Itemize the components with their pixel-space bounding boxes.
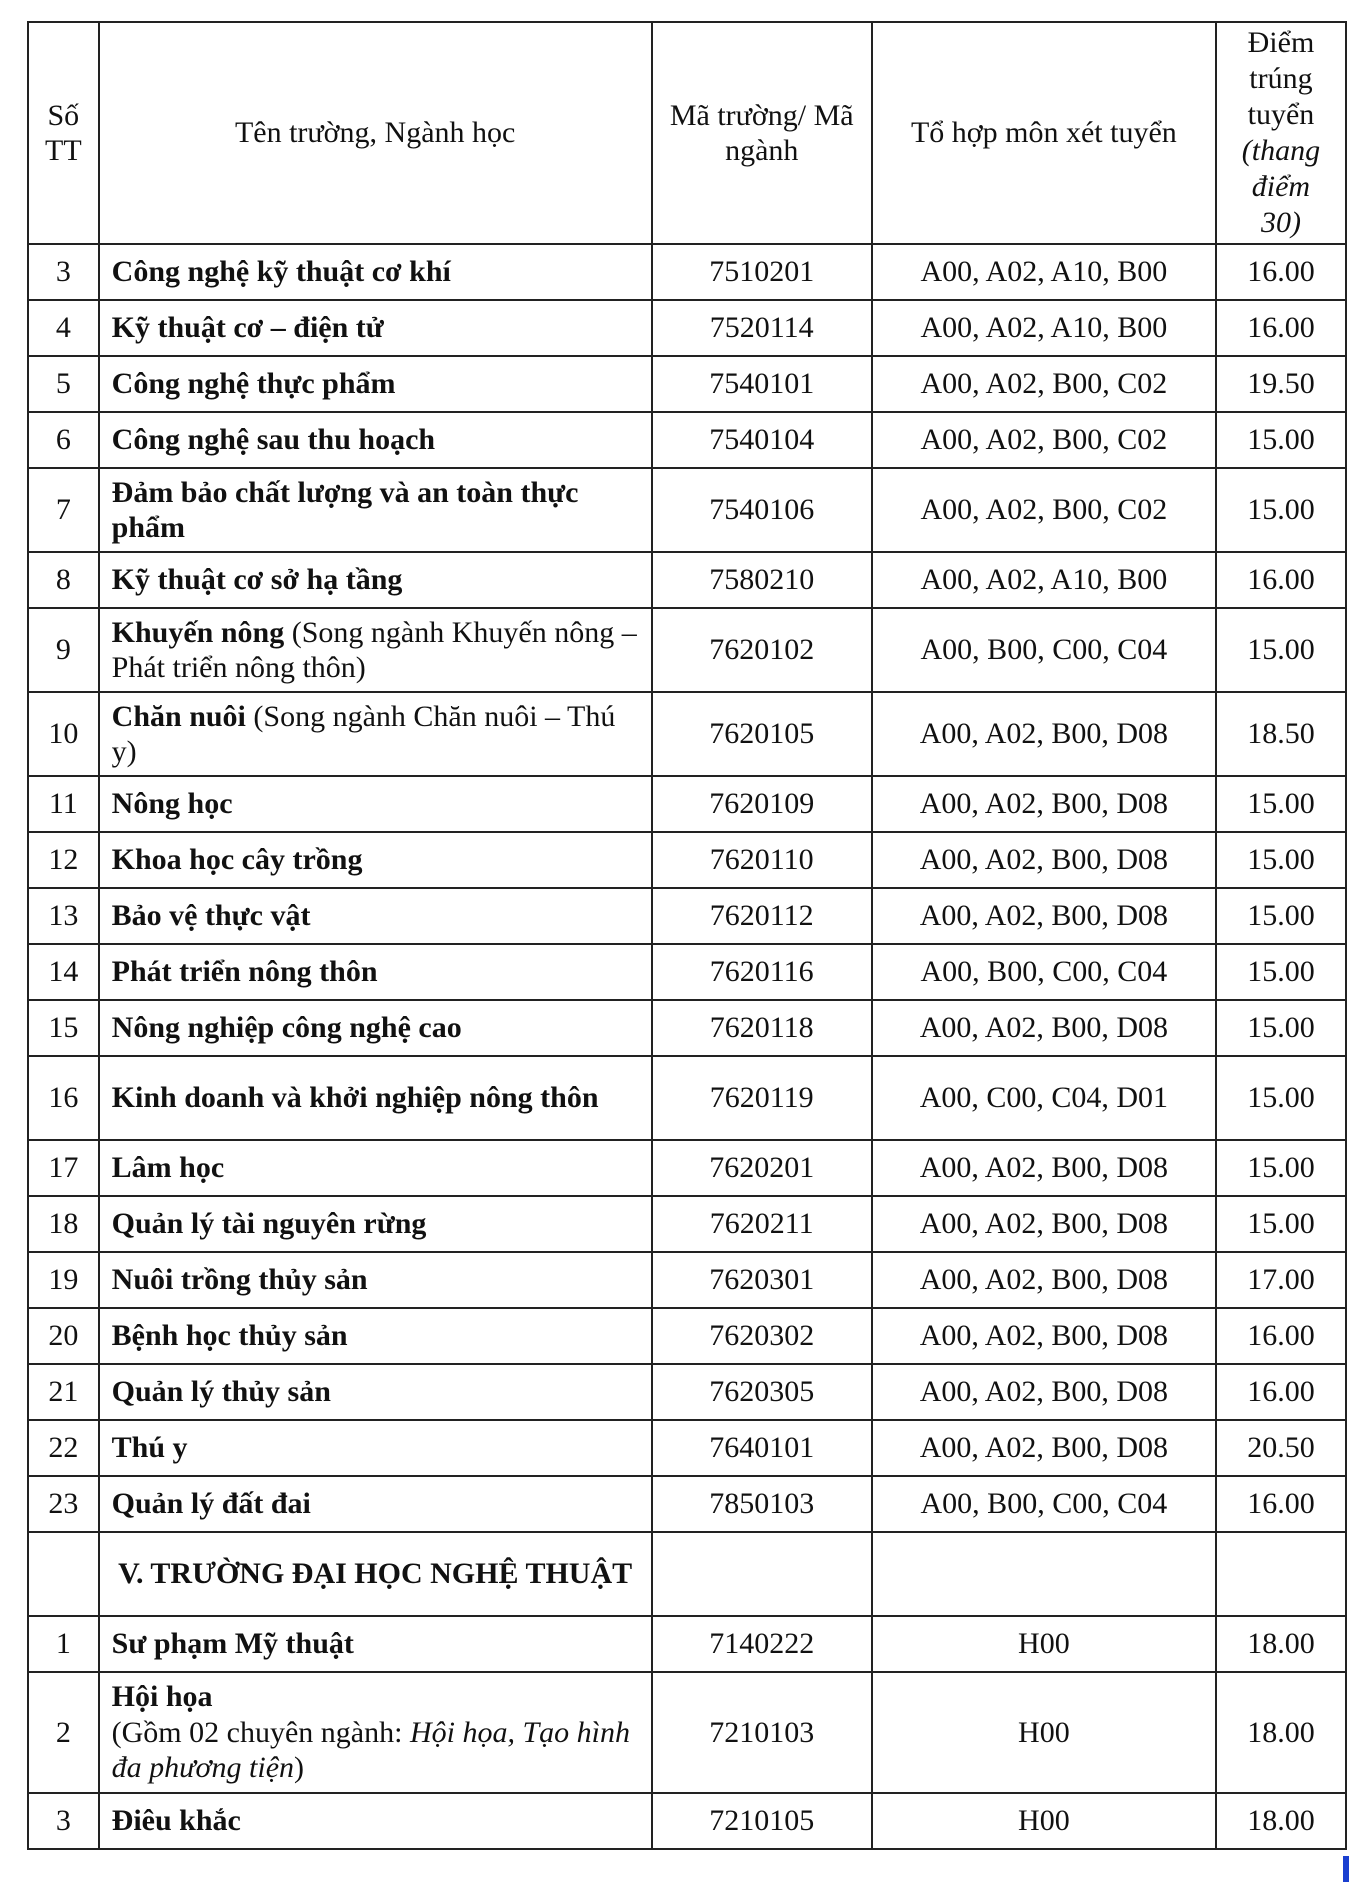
row-name xyxy=(99,1056,652,1140)
admission-score-table-page xyxy=(27,21,1347,1850)
row-name-bold: Đảm bảo chất lượng và an toàn thực phẩm xyxy=(111,475,579,544)
table-row xyxy=(28,944,1346,1000)
row-name-bold: Bảo vệ thực vật xyxy=(111,899,311,933)
row-stt: 2 xyxy=(28,1672,99,1793)
row-name-bold: Quản lý thủy sản xyxy=(111,1375,331,1409)
row-score: 15.00 xyxy=(1216,832,1346,888)
row-score: 15.00 xyxy=(1216,1196,1346,1252)
table-row xyxy=(28,776,1346,832)
table-row xyxy=(28,1308,1346,1364)
row-name-bold: Sư phạm Mỹ thuật xyxy=(111,1627,354,1661)
row-code: 7620201 xyxy=(652,1140,872,1196)
row-name xyxy=(99,1140,652,1196)
row-code: 7620119 xyxy=(652,1056,872,1140)
row-name xyxy=(99,944,652,1000)
row-score: 18.00 xyxy=(1216,1672,1346,1793)
row-name xyxy=(99,1252,652,1308)
row-combination: A00, A02, B00, D08 xyxy=(872,1364,1216,1420)
row-stt: 5 xyxy=(28,356,99,412)
row-code: 7620211 xyxy=(652,1196,872,1252)
row-score: 15.00 xyxy=(1216,1000,1346,1056)
row-stt: 10 xyxy=(28,692,99,776)
row-combination: A00, A02, B00, C02 xyxy=(872,468,1216,552)
section-code-cell xyxy=(652,1532,872,1616)
header-score xyxy=(1216,22,1346,244)
row-stt: 21 xyxy=(28,1364,99,1420)
row-combination: A00, A02, B00, D08 xyxy=(872,1140,1216,1196)
table-row xyxy=(28,1140,1346,1196)
row-score: 18.00 xyxy=(1216,1793,1346,1849)
section-score-cell xyxy=(1216,1532,1346,1616)
table-body-part2 xyxy=(28,1616,1346,1849)
row-stt: 9 xyxy=(28,608,99,692)
row-code: 7620105 xyxy=(652,692,872,776)
row-code: 7620116 xyxy=(652,944,872,1000)
row-name xyxy=(99,1420,652,1476)
row-name-bold: Kỹ thuật cơ sở hạ tầng xyxy=(111,563,403,597)
header-combination: Tổ hợp môn xét tuyển xyxy=(872,22,1216,244)
row-name-bold: Công nghệ kỹ thuật cơ khí xyxy=(111,255,451,289)
row-name xyxy=(99,1672,652,1793)
admission-score-table xyxy=(27,21,1347,1850)
table-body-part1 xyxy=(28,244,1346,1532)
row-combination: A00, A02, B00, D08 xyxy=(872,1252,1216,1308)
section-stt-cell xyxy=(28,1532,99,1616)
row-name-bold: Kinh doanh và khởi nghiệp nông thôn xyxy=(111,1081,599,1115)
row-name-bold: Khuyến nông xyxy=(111,615,285,649)
row-code: 7620109 xyxy=(652,776,872,832)
row-name-bold: Công nghệ thực phẩm xyxy=(111,367,396,401)
row-code: 7540104 xyxy=(652,412,872,468)
table-row xyxy=(28,356,1346,412)
row-stt: 15 xyxy=(28,1000,99,1056)
table-row xyxy=(28,1476,1346,1532)
section-body xyxy=(28,1532,1346,1616)
row-name-bold: Thú y xyxy=(111,1431,188,1465)
row-name xyxy=(99,300,652,356)
table-row xyxy=(28,300,1346,356)
row-name xyxy=(99,1000,652,1056)
row-code: 7620102 xyxy=(652,608,872,692)
row-combination: A00, A02, B00, C02 xyxy=(872,412,1216,468)
row-code: 7210103 xyxy=(652,1672,872,1793)
row-name-bold: Quản lý đất đai xyxy=(111,1487,311,1521)
row-stt: 7 xyxy=(28,468,99,552)
row-score: 16.00 xyxy=(1216,1308,1346,1364)
row-combination: A00, A02, B00, D08 xyxy=(872,1308,1216,1364)
row-code: 7620118 xyxy=(652,1000,872,1056)
row-stt: 3 xyxy=(28,244,99,300)
row-code: 7580210 xyxy=(652,552,872,608)
table-row xyxy=(28,1056,1346,1140)
row-combination: A00, A02, B00, D08 xyxy=(872,1196,1216,1252)
row-score: 15.00 xyxy=(1216,1056,1346,1140)
row-name xyxy=(99,412,652,468)
row-combination: A00, A02, A10, B00 xyxy=(872,244,1216,300)
table-row xyxy=(28,468,1346,552)
row-combination: H00 xyxy=(872,1793,1216,1849)
row-stt: 1 xyxy=(28,1616,99,1672)
row-score: 16.00 xyxy=(1216,552,1346,608)
row-score: 15.00 xyxy=(1216,1140,1346,1196)
row-score: 16.00 xyxy=(1216,244,1346,300)
row-code: 7850103 xyxy=(652,1476,872,1532)
row-code: 7620305 xyxy=(652,1364,872,1420)
row-name xyxy=(99,1616,652,1672)
row-combination: H00 xyxy=(872,1616,1216,1672)
row-stt: 4 xyxy=(28,300,99,356)
row-name xyxy=(99,608,652,692)
row-score: 16.00 xyxy=(1216,1476,1346,1532)
table-row xyxy=(28,608,1346,692)
row-combination: A00, B00, C00, C04 xyxy=(872,608,1216,692)
table-row xyxy=(28,832,1346,888)
row-code: 7620302 xyxy=(652,1308,872,1364)
row-name-bold: Khoa học cây trồng xyxy=(111,843,363,877)
row-combination: A00, B00, C00, C04 xyxy=(872,944,1216,1000)
row-name xyxy=(99,1196,652,1252)
row-stt: 23 xyxy=(28,1476,99,1532)
table-row xyxy=(28,1000,1346,1056)
row-combination: A00, C00, C04, D01 xyxy=(872,1056,1216,1140)
row-name xyxy=(99,1476,652,1532)
row-name xyxy=(99,832,652,888)
row-name-note: (Song ngành Chăn nuôi – Thú y) xyxy=(111,699,616,768)
row-code: 7620112 xyxy=(652,888,872,944)
row-score: 15.00 xyxy=(1216,608,1346,692)
row-code: 7510201 xyxy=(652,244,872,300)
row-code: 7140222 xyxy=(652,1616,872,1672)
row-name-bold: Chăn nuôi xyxy=(111,699,246,733)
row-stt: 8 xyxy=(28,552,99,608)
row-name xyxy=(99,468,652,552)
header-score-main: Điểm trúng tuyển xyxy=(1247,26,1315,131)
row-name xyxy=(99,888,652,944)
table-header-row xyxy=(28,22,1346,244)
row-score: 17.00 xyxy=(1216,1252,1346,1308)
row-code: 7540101 xyxy=(652,356,872,412)
row-score: 18.00 xyxy=(1216,1616,1346,1672)
row-name-bold: Bệnh học thủy sản xyxy=(111,1319,348,1353)
row-name-note: (Gồm 02 chuyên ngành: xyxy=(111,1715,410,1749)
section-combination-cell xyxy=(872,1532,1216,1616)
table-row xyxy=(28,692,1346,776)
row-stt: 3 xyxy=(28,1793,99,1849)
row-stt: 11 xyxy=(28,776,99,832)
row-code: 7640101 xyxy=(652,1420,872,1476)
row-name-bold: Nông học xyxy=(111,787,233,821)
row-score: 15.00 xyxy=(1216,944,1346,1000)
row-stt: 19 xyxy=(28,1252,99,1308)
row-name xyxy=(99,552,652,608)
row-stt: 18 xyxy=(28,1196,99,1252)
section-title: V. TRƯỜNG ĐẠI HỌC NGHỆ THUẬT xyxy=(99,1532,652,1616)
row-code: 7620110 xyxy=(652,832,872,888)
row-combination: A00, A02, B00, D08 xyxy=(872,692,1216,776)
row-score: 15.00 xyxy=(1216,888,1346,944)
row-name xyxy=(99,1308,652,1364)
row-name-bold: Kỹ thuật cơ – điện tử xyxy=(111,311,384,345)
row-score: 16.00 xyxy=(1216,1364,1346,1420)
row-name-bold: Phát triển nông thôn xyxy=(111,955,378,989)
row-stt: 13 xyxy=(28,888,99,944)
row-name-note: (Song ngành Khuyến nông – Phát triển nông thôn) xyxy=(111,615,637,684)
row-stt: 17 xyxy=(28,1140,99,1196)
row-stt: 12 xyxy=(28,832,99,888)
row-combination: A00, B00, C00, C04 xyxy=(872,1476,1216,1532)
row-combination: A00, A02, B00, D08 xyxy=(872,888,1216,944)
row-stt: 20 xyxy=(28,1308,99,1364)
row-stt: 16 xyxy=(28,1056,99,1140)
table-row xyxy=(28,1420,1346,1476)
table-row xyxy=(28,412,1346,468)
row-combination: A00, A02, A10, B00 xyxy=(872,552,1216,608)
row-code: 7620301 xyxy=(652,1252,872,1308)
table-row xyxy=(28,1364,1346,1420)
table-row xyxy=(28,1252,1346,1308)
edge-marker xyxy=(1343,1856,1349,1882)
row-score: 18.50 xyxy=(1216,692,1346,776)
row-score: 15.00 xyxy=(1216,412,1346,468)
row-combination: A00, A02, B00, D08 xyxy=(872,776,1216,832)
row-name-tail: ) xyxy=(294,1751,305,1785)
row-stt: 6 xyxy=(28,412,99,468)
row-name xyxy=(99,776,652,832)
row-score: 15.00 xyxy=(1216,468,1346,552)
row-stt: 22 xyxy=(28,1420,99,1476)
row-stt: 14 xyxy=(28,944,99,1000)
row-name-bold: Hội họa xyxy=(111,1680,213,1714)
table-row xyxy=(28,1793,1346,1849)
row-name-bold: Công nghệ sau thu hoạch xyxy=(111,423,436,457)
row-combination: A00, A02, B00, D08 xyxy=(872,1000,1216,1056)
row-name xyxy=(99,356,652,412)
table-row xyxy=(28,1196,1346,1252)
row-name xyxy=(99,1364,652,1420)
row-code: 7540106 xyxy=(652,468,872,552)
row-name xyxy=(99,692,652,776)
table-row xyxy=(28,552,1346,608)
row-name xyxy=(99,1793,652,1849)
row-combination: H00 xyxy=(872,1672,1216,1793)
row-name xyxy=(99,244,652,300)
row-name-bold: Lâm học xyxy=(111,1151,225,1185)
row-name-italic: Hội họa, Tạo hình đa phương tiện xyxy=(111,1715,630,1785)
row-name-bold: Nuôi trồng thủy sản xyxy=(111,1263,368,1297)
header-name: Tên trường, Ngành học xyxy=(99,22,652,244)
table-row xyxy=(28,888,1346,944)
row-combination: A00, A02, A10, B00 xyxy=(872,300,1216,356)
row-score: 19.50 xyxy=(1216,356,1346,412)
row-name-bold: Nông nghiệp công nghệ cao xyxy=(111,1011,462,1045)
table-row xyxy=(28,1616,1346,1672)
row-combination: A00, A02, B00, D08 xyxy=(872,832,1216,888)
header-score-note: (thang điểm 30) xyxy=(1241,134,1321,239)
row-combination: A00, A02, B00, C02 xyxy=(872,356,1216,412)
row-score: 20.50 xyxy=(1216,1420,1346,1476)
row-code: 7520114 xyxy=(652,300,872,356)
row-name-bold: Điêu khắc xyxy=(111,1804,241,1838)
header-stt: Số TT xyxy=(28,22,99,244)
row-score: 16.00 xyxy=(1216,300,1346,356)
row-code: 7210105 xyxy=(652,1793,872,1849)
row-name-bold: Quản lý tài nguyên rừng xyxy=(111,1207,427,1241)
row-combination: A00, A02, B00, D08 xyxy=(872,1420,1216,1476)
table-row xyxy=(28,244,1346,300)
table-row xyxy=(28,1672,1346,1793)
row-score: 15.00 xyxy=(1216,776,1346,832)
header-code: Mã trường/ Mã ngành xyxy=(652,22,872,244)
section-row xyxy=(28,1532,1346,1616)
